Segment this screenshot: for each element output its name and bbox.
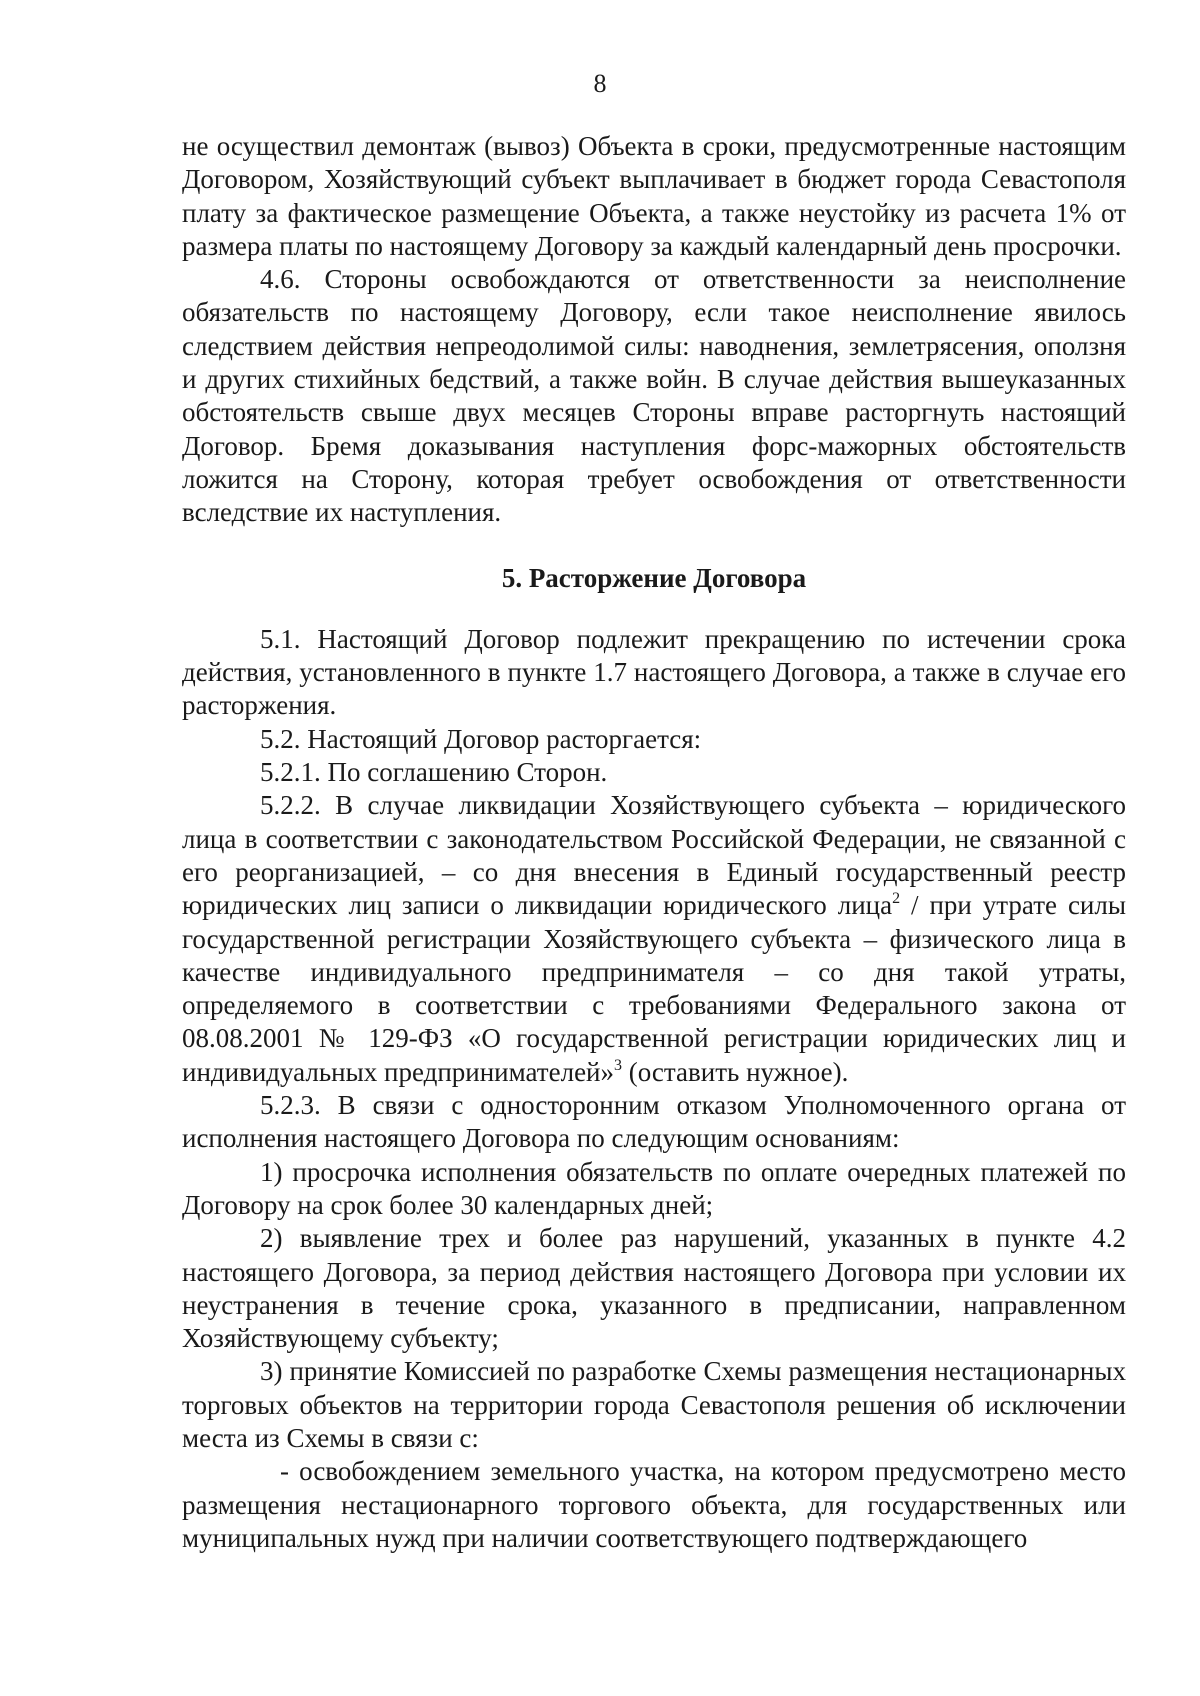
list-item-1: 1) просрочка исполнения обязательств по оплате очередных платежей по Договору на срок более 30 календарных дней;: [182, 1156, 1126, 1220]
page-number: 8: [593, 69, 607, 98]
footnote-ref-2: 2: [892, 890, 901, 908]
paragraph-4-6: 4.6. Стороны освобождаются от ответственности за неисполнение обязательств по настоящему Договору, если такое неисполнение явилось следствием действия непреодолимой силы: наводнения, землетрясения, оползня и других стихийных бедствий, а также войн. В случае действия вышеуказанных обстоятельств свыше двух месяцев Стороны вправе расторгнуть настоящий Договор. Бремя доказывания наступления форс-мажорных обстоятельств ложится на Сторону, которая требует освобождения от ответственности вследствие их наступления.: [182, 264, 1126, 528]
list-item-3-dash: - освобождением земельного участка, на котором предусмотрено место размещения нестационарного торгового объекта, для государственных или муниципальных нужд при наличии соответствующего подтверждающего: [182, 1456, 1126, 1553]
paragraph-4-5-continuation: не осуществил демонтаж (вывоз) Объекта в сроки, предусмотренные настоящим Договором, Хозяйствующий субъект выплачивает в бюджет города Севастополя плату за фактическое размещение Объекта, а также неустойку из расчета 1% от размера платы по настоящему Договору за каждый календарный день просрочки.: [182, 131, 1126, 261]
paragraph-5-2-2-text-a: 5.2.2. В случае ликвидации Хозяйствующего субъекта – юридического лица в соответствии с законодательством Российской Федерации, не связанной с его реорганизацией, – со дня внесения в Единый государственный реестр юридических лиц записи о ликвидации юридического лица: [182, 790, 1126, 921]
section-5-heading: 5. Расторжение Договора: [501, 562, 807, 593]
list-item-3: 3) принятие Комиссией по разработке Схемы размещения нестационарных торговых объектов на территории города Севастополя решения об исключении места из Схемы в связи с:: [182, 1356, 1126, 1453]
paragraph-5-2-1: 5.2.1. По соглашению Сторон.: [260, 757, 608, 788]
footnote-ref-3: 3: [614, 1056, 622, 1074]
paragraph-5-2: 5.2. Настоящий Договор расторгается:: [260, 723, 702, 754]
document-body: [182, 130, 1126, 1555]
list-item-2: 2) выявление трех и более раз нарушений, указанных в пункте 4.2 настоящего Договора, за период действия настоящего Договора при условии их неустранения в течение срока, указанного в предписании, направленном Хозяйствующему субъекту;: [182, 1223, 1126, 1354]
paragraph-5-2-2-text-b: / при утрате силы государственной регистрации Хозяйствующего субъекта – физического лица в качестве индивидуального предпринимателя – со дня такой утраты, определяемого в соответствии с требованиями Федерального закона от 08.08.2001 № 129-ФЗ «О государственной регистрации юридических лиц и индивидуальных предпринимателей»: [182, 890, 1126, 1087]
paragraph-5-2-2: [182, 789, 1126, 1089]
paragraph-5-2-2-text-c: (оставить нужное).: [622, 1056, 849, 1087]
paragraph-5-2-3: 5.2.3. В связи с односторонним отказом Уполномоченного органа от исполнения настоящего Договора по следующим основаниям:: [182, 1090, 1126, 1154]
paragraph-5-1: 5.1. Настоящий Договор подлежит прекращению по истечении срока действия, установленного в пункте 1.7 настоящего Договора, а также в случае его расторжения.: [182, 623, 1126, 721]
